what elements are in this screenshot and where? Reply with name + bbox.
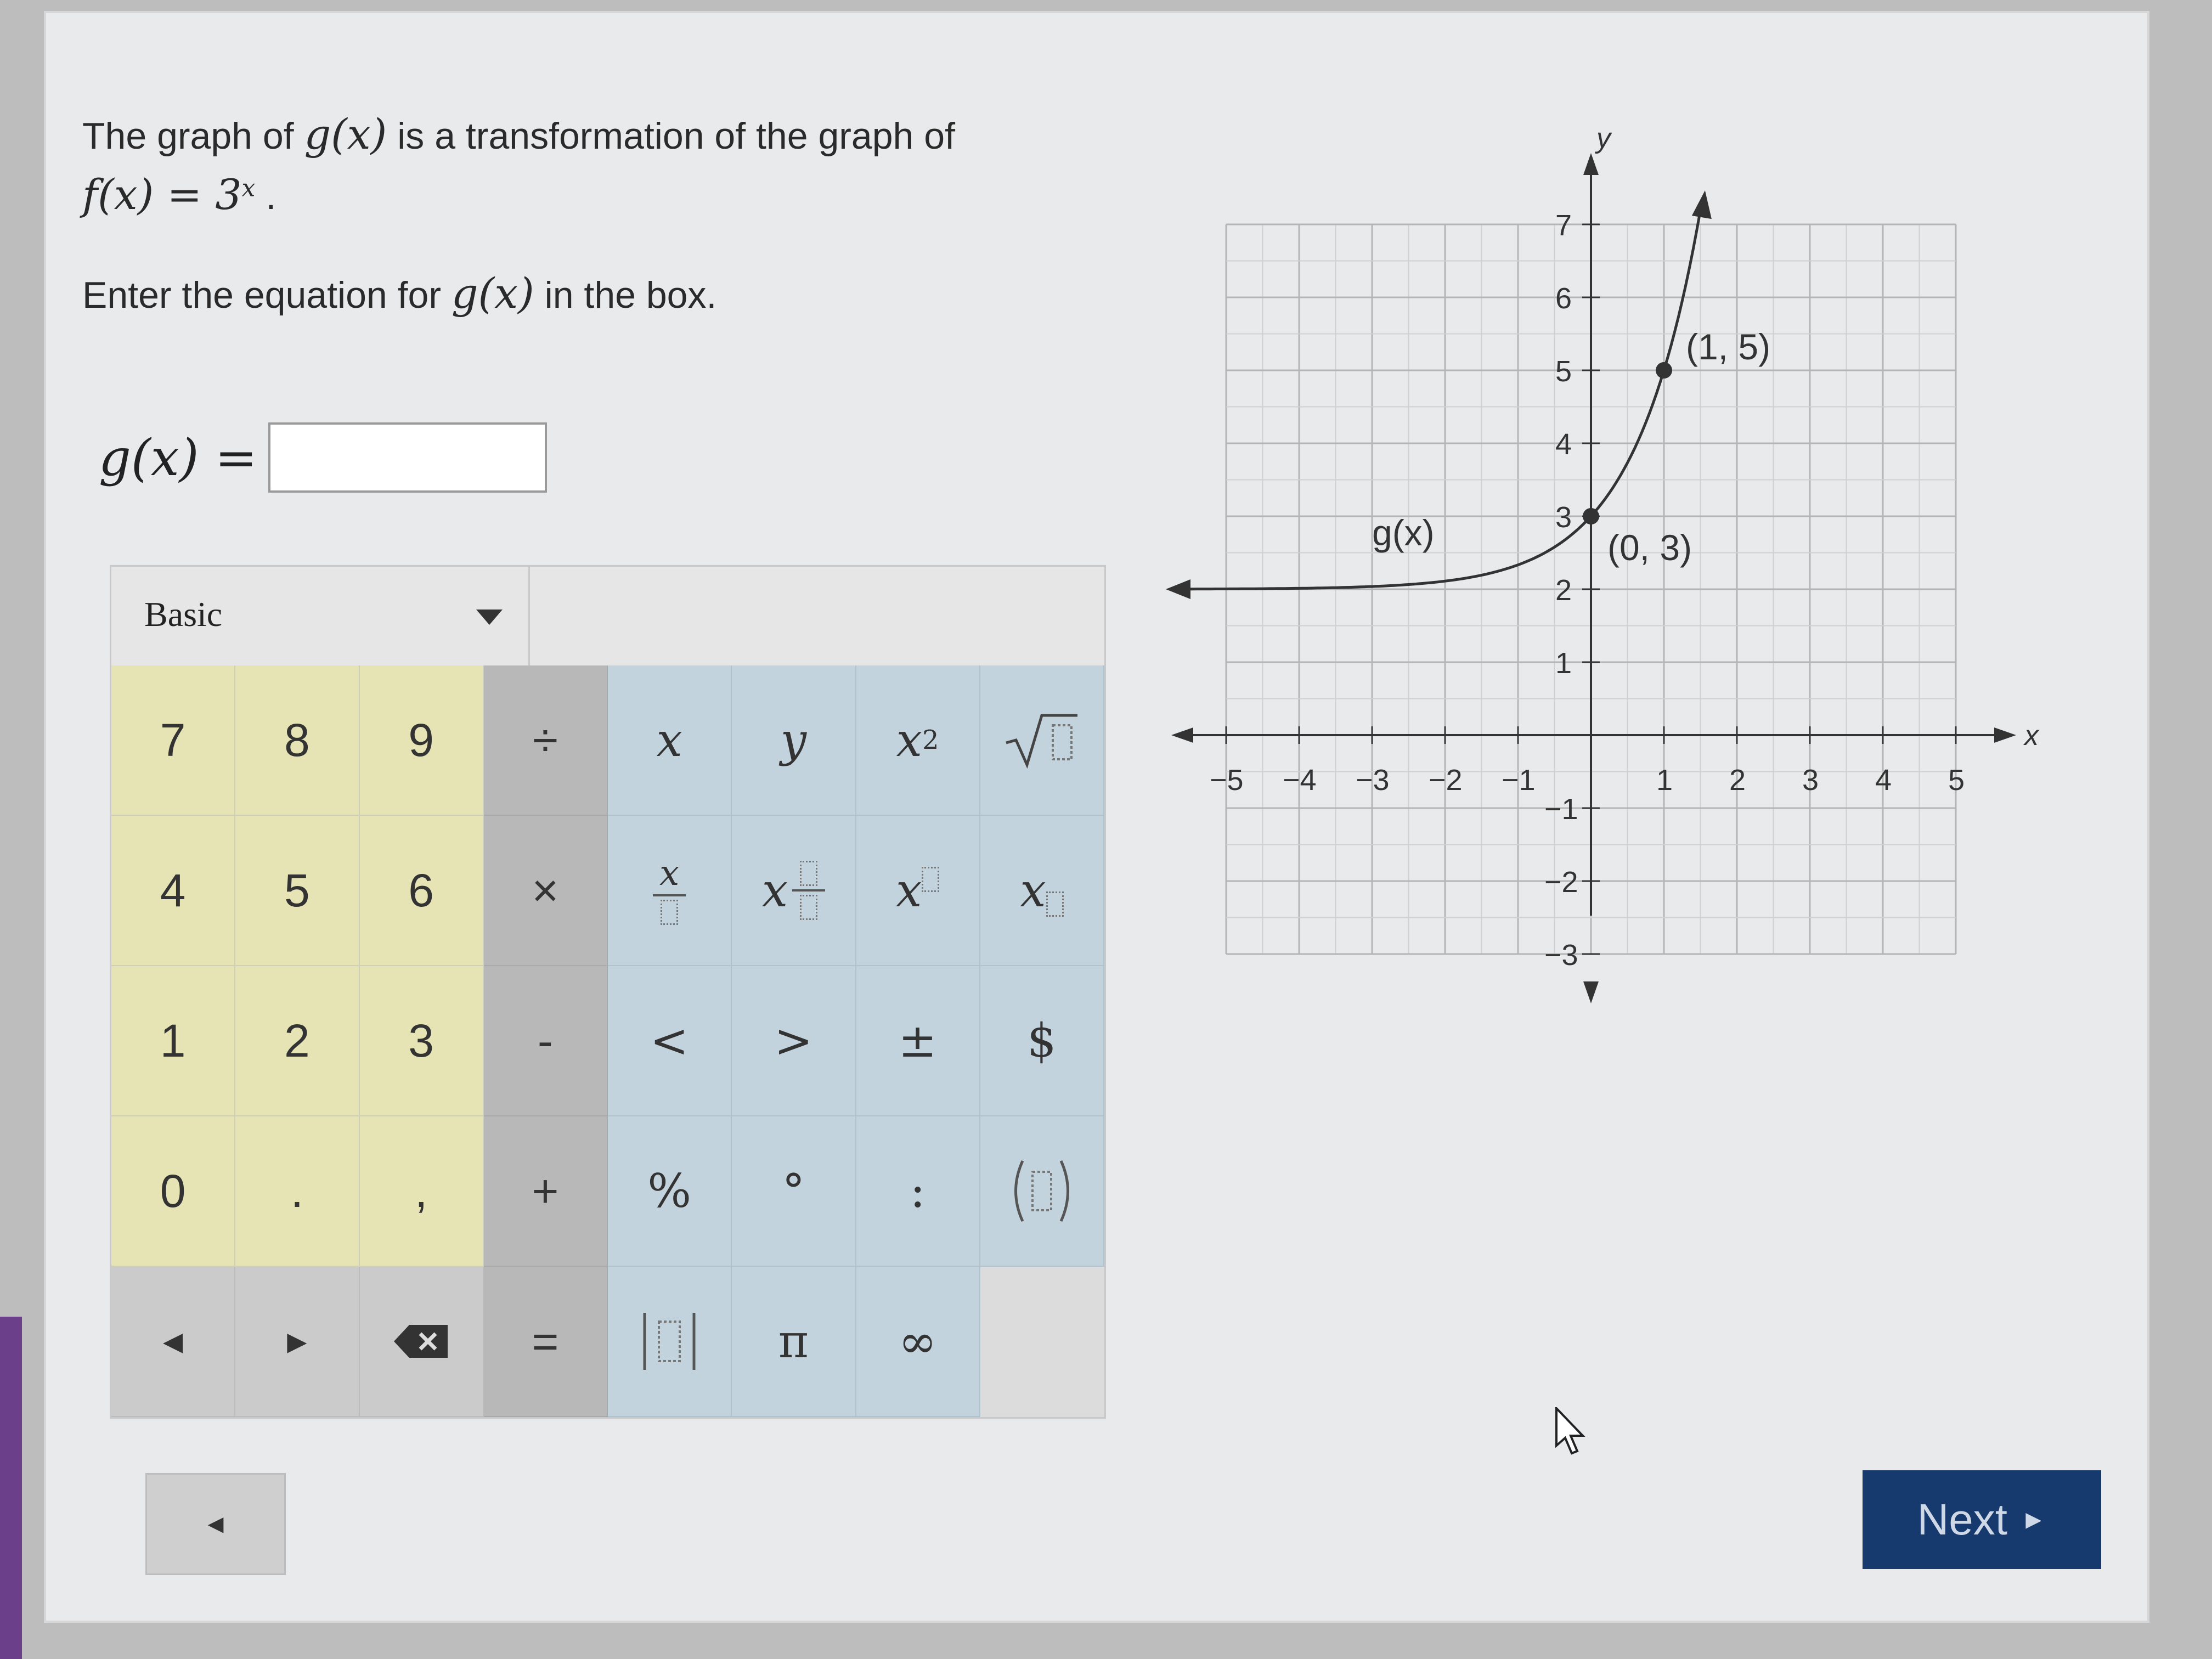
point-label: (1, 5) (1686, 326, 1771, 367)
y-tick-label: 7 (1555, 209, 1572, 242)
x-tick-label: −5 (1210, 764, 1244, 797)
y-tick-label: −2 (1544, 866, 1578, 899)
keypad-mode-select[interactable] (111, 567, 530, 665)
mixed-whole: x (761, 864, 788, 917)
exponent-base: x (895, 864, 922, 917)
key-x-squared[interactable] (856, 665, 980, 816)
key-5[interactable]: 5 (235, 816, 359, 966)
y-tick-label: 2 (1555, 574, 1572, 607)
keypad-header (111, 567, 1104, 667)
y-axis-label: y (1596, 122, 1611, 154)
key-greater-than[interactable]: > (732, 966, 856, 1116)
question-line-2: $f(x) = 3^x$ . (82, 170, 276, 219)
x-tick-label: −4 (1283, 764, 1317, 797)
key-0[interactable]: 0 (111, 1116, 235, 1267)
placeholder-box-icon (1046, 891, 1064, 917)
key-equals[interactable]: = (484, 1267, 608, 1417)
y-tick-label: 4 (1555, 428, 1572, 461)
key-9[interactable]: 9 (360, 665, 484, 816)
key-empty (980, 1267, 1104, 1417)
key-backspace[interactable] (360, 1267, 484, 1417)
key-fraction[interactable] (608, 816, 732, 966)
key-divide[interactable]: ÷ (484, 665, 608, 816)
key-6[interactable]: 6 (360, 816, 484, 966)
x-tick-label: 4 (1875, 764, 1892, 797)
key-percent[interactable]: % (608, 1116, 732, 1267)
x-tick-label: −1 (1502, 764, 1536, 797)
placeholder-box-icon (800, 861, 817, 886)
x-axis-arrow-left (1171, 727, 1193, 743)
key-pi[interactable]: π (732, 1267, 856, 1417)
answer-label: g(x) = (99, 428, 257, 487)
y-tick-label: 3 (1555, 501, 1572, 534)
question-line-1: The graph of g(x) is a transformation of the graph of (82, 110, 955, 159)
chevron-down-icon (476, 610, 503, 625)
keypad-grid (111, 665, 1104, 1417)
mouse-pointer-icon (1555, 1407, 1588, 1457)
placeholder-box-icon (661, 900, 678, 925)
sqrt-icon (1001, 710, 1083, 770)
key-sqrt[interactable] (980, 665, 1104, 816)
y-tick-label: 1 (1555, 647, 1572, 680)
key-minus[interactable]: - (484, 966, 608, 1116)
key-3[interactable]: 3 (360, 966, 484, 1116)
key-absolute-value[interactable] (608, 1267, 732, 1417)
x-tick-label: −2 (1429, 764, 1463, 797)
key-cursor-left[interactable]: ◄ (111, 1267, 235, 1417)
key-plus[interactable]: + (484, 1116, 608, 1267)
key-degree[interactable]: ° (732, 1116, 856, 1267)
y-tick-label: 5 (1555, 355, 1572, 388)
backspace-icon (394, 1324, 449, 1359)
back-arrow-icon: ◄ (202, 1509, 229, 1539)
y-axis-arrow-down (1583, 981, 1599, 1003)
curve-point (1656, 362, 1672, 379)
y-tick-label: −1 (1544, 793, 1578, 826)
y-tick-label: −3 (1544, 939, 1578, 972)
x-tick-label: 3 (1802, 764, 1819, 797)
next-arrow-icon: ► (2020, 1505, 2047, 1534)
curve-arrow-up (1692, 190, 1712, 219)
key-less-than[interactable]: < (608, 966, 732, 1116)
fraction-numerator: x (659, 853, 680, 894)
point-label: (0, 3) (1607, 527, 1692, 568)
x-squared-base: x (896, 713, 923, 767)
subscript-base: x (1020, 864, 1046, 917)
placeholder-box-icon (922, 867, 939, 892)
key-2[interactable]: 2 (235, 966, 359, 1116)
instruction-text: Enter the equation for g(x) in the box. (82, 269, 717, 318)
browser-edge (0, 1317, 22, 1659)
x-axis-arrow (1994, 727, 2016, 743)
curve-arrow-left (1166, 579, 1190, 599)
back-button[interactable] (145, 1473, 286, 1575)
key-y[interactable]: y (732, 665, 856, 816)
key-8[interactable]: 8 (235, 665, 359, 816)
curve-label: g(x) (1372, 512, 1435, 554)
next-button[interactable] (1863, 1470, 2101, 1569)
answer-row (99, 422, 547, 493)
x-axis-label: x (2024, 720, 2039, 752)
key-plus-minus[interactable]: ± (856, 966, 980, 1116)
key-parentheses[interactable] (980, 1116, 1104, 1267)
x-tick-label: 5 (1948, 764, 1965, 797)
placeholder-box-icon (800, 895, 817, 920)
key-subscript[interactable] (980, 816, 1104, 966)
x-squared-exp: 2 (922, 725, 939, 755)
x-tick-label: 2 (1729, 764, 1746, 797)
key-7[interactable]: 7 (111, 665, 235, 816)
curve-point (1583, 508, 1599, 524)
key-4[interactable]: 4 (111, 816, 235, 966)
y-axis-arrow (1583, 153, 1599, 175)
y-tick-label: 6 (1555, 282, 1572, 315)
key-dollar[interactable]: $ (980, 966, 1104, 1116)
parentheses-icon (1006, 1155, 1077, 1227)
key-x[interactable]: x (608, 665, 732, 816)
key-exponent[interactable] (856, 816, 980, 966)
key-cursor-right[interactable]: ► (235, 1267, 359, 1417)
absolute-value-icon (639, 1308, 699, 1374)
x-tick-label: 1 (1656, 764, 1673, 797)
key-decimal[interactable]: . (235, 1116, 359, 1267)
key-comma[interactable]: , (360, 1116, 484, 1267)
key-1[interactable]: 1 (111, 966, 235, 1116)
x-tick-label: −3 (1356, 764, 1390, 797)
function-graph (1141, 99, 2074, 1031)
key-infinity[interactable]: ∞ (856, 1267, 980, 1417)
keypad-mode-label: Basic (144, 595, 223, 634)
math-keypad (110, 565, 1106, 1419)
key-colon[interactable]: : (856, 1116, 980, 1267)
key-mixed-fraction[interactable] (732, 816, 856, 966)
answer-input[interactable] (268, 422, 547, 493)
key-multiply[interactable]: × (484, 816, 608, 966)
next-button-label: Next (1917, 1495, 2007, 1544)
